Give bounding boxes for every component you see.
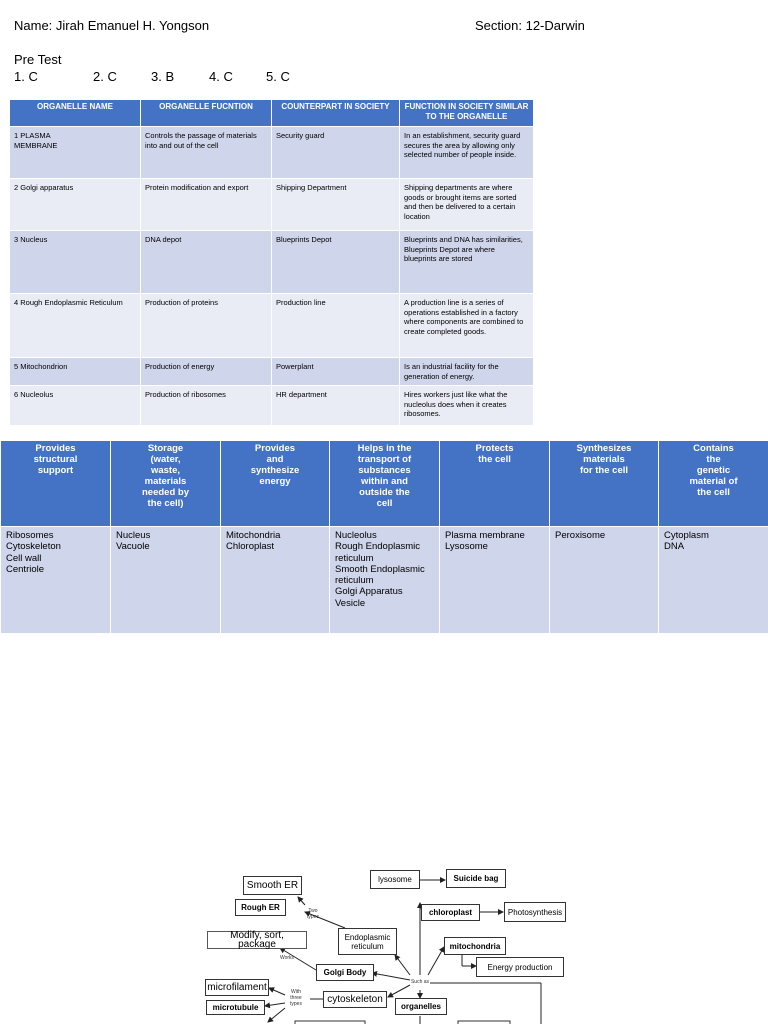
lysosome-box: lysosome: [370, 870, 420, 889]
column-header: FUNCTION IN SOCIETY SIMILAR TO THE ORGANELLE: [400, 100, 534, 127]
student-name: Name: Jirah Emanuel H. Yongson: [14, 18, 210, 33]
connector-line: [388, 985, 410, 997]
mitochondria-box: mitochondria: [444, 937, 506, 955]
table-cell: Production of proteins: [141, 294, 272, 358]
such-as-label: Such as: [410, 979, 430, 985]
table-cell: 2 Golgi apparatus: [10, 179, 141, 231]
photosynthesis-box: Photosynthesis: [504, 902, 566, 922]
table-cell: Is an industrial facility for the generation of energy.: [400, 358, 534, 386]
table-cell: Blueprints Depot: [272, 231, 400, 294]
table-cell: Mitochondria Chloroplast: [221, 527, 330, 634]
column-header: Helps in the transport of substances within and outside the cell: [330, 441, 440, 527]
table-cell: Cytoplasm DNA: [659, 527, 768, 634]
column-header: Provides and synthesize energy: [221, 441, 330, 527]
rough-er-box: Rough ER: [235, 899, 286, 916]
energy-production-box: Energy production: [476, 957, 564, 977]
organelles-box: organelles: [395, 998, 447, 1015]
microtubule-box: microtubule: [206, 1000, 265, 1015]
table-cell: Protein modification and export: [141, 179, 272, 231]
table-cell: Controls the passage of materials into and out of the cell: [141, 127, 272, 179]
table-cell: Shipping departments are where goods or brought items are sorted and then be delivered to a certain location: [400, 179, 534, 231]
modify-sort-package-box: Modify, sort, package: [207, 931, 307, 949]
table-cell: Plasma membrane Lysosome: [440, 527, 550, 634]
column-header: Provides structural support: [1, 441, 111, 527]
two-types-label: Two types: [307, 908, 319, 920]
table-cell: 3 Nucleus: [10, 231, 141, 294]
table-cell: Peroxisome: [550, 527, 659, 634]
smooth-er-box: Smooth ER: [243, 876, 302, 895]
table-cell: Blueprints and DNA has similarities, Blueprints Depot are where blueprints are stored: [400, 231, 534, 294]
table-cell: 6 Nucleolus: [10, 386, 141, 426]
endoplasmic-reticulum-box: Endoplasmic reticulum: [338, 928, 397, 955]
cytoskeleton-box: cytoskeleton: [323, 991, 387, 1008]
column-header: Storage (water, waste, materials needed by the cell): [111, 441, 221, 527]
three-types-label: With three types: [290, 989, 302, 1007]
connector-line: [269, 988, 285, 995]
chloroplast-box: chloroplast: [421, 904, 480, 921]
column-header: ORGANELLE FUCNTION: [141, 100, 272, 127]
table-cell: Nucleolus Rough Endoplasmic reticulum Smooth Endoplasmic reticulum Golgi Apparatus Vesicle: [330, 527, 440, 634]
table-cell: Production of energy: [141, 358, 272, 386]
table-cell: Security guard: [272, 127, 400, 179]
column-header: Synthesizes materials for the cell: [550, 441, 659, 527]
table-cell: In an establishment, security guard secures the area by allowing only selected number of people inside.: [400, 127, 534, 179]
table-cell: HR department: [272, 386, 400, 426]
table-cell: DNA depot: [141, 231, 272, 294]
table-cell: 4 Rough Endoplasmic Reticulum: [10, 294, 141, 358]
pretest-answer-3: 3. B: [151, 69, 175, 84]
table-cell: A production line is a series of operations established in a factory where components are combined to create completed goods.: [400, 294, 534, 358]
microfilament-box: microfilament: [205, 979, 269, 996]
connector-line: [268, 1008, 285, 1022]
connector-line: [395, 955, 410, 975]
student-section: Section: 12-Darwin: [475, 18, 585, 33]
golgi-body-box: Golgi Body: [316, 964, 374, 981]
table-cell: Ribosomes Cytoskeleton Cell wall Centriole: [1, 527, 111, 634]
pretest-answer-2: 2. C: [93, 69, 117, 84]
connector-line: [265, 1003, 285, 1006]
table-cell: 1 PLASMA MEMBRANE: [10, 127, 141, 179]
table-cell: Production of ribosomes: [141, 386, 272, 426]
pretest-answer-4: 4. C: [209, 69, 233, 84]
table-cell: Powerplant: [272, 358, 400, 386]
table-cell: Nucleus Vacuole: [111, 527, 221, 634]
works-label: Works: [279, 955, 295, 961]
pretest-title: Pre Test: [14, 52, 62, 67]
table-cell: 5 Mitochondrion: [10, 358, 141, 386]
connector-line: [298, 897, 305, 905]
connector-line: [428, 947, 444, 975]
table-cell: Hires workers just like what the nucleolus does when it creates ribosomes.: [400, 386, 534, 426]
table-cell: Production line: [272, 294, 400, 358]
suicide-bag-box: Suicide bag: [446, 869, 506, 888]
column-header: Contains the genetic material of the cell: [659, 441, 768, 527]
column-header: Protects the cell: [440, 441, 550, 527]
connector-line: [372, 973, 410, 980]
pretest-answer-5: 5. C: [266, 69, 290, 84]
column-header: ORGANELLE NAME: [10, 100, 141, 127]
pretest-answer-1: 1. C: [14, 69, 38, 84]
column-header: COUNTERPART IN SOCIETY: [272, 100, 400, 127]
table-cell: Shipping Department: [272, 179, 400, 231]
